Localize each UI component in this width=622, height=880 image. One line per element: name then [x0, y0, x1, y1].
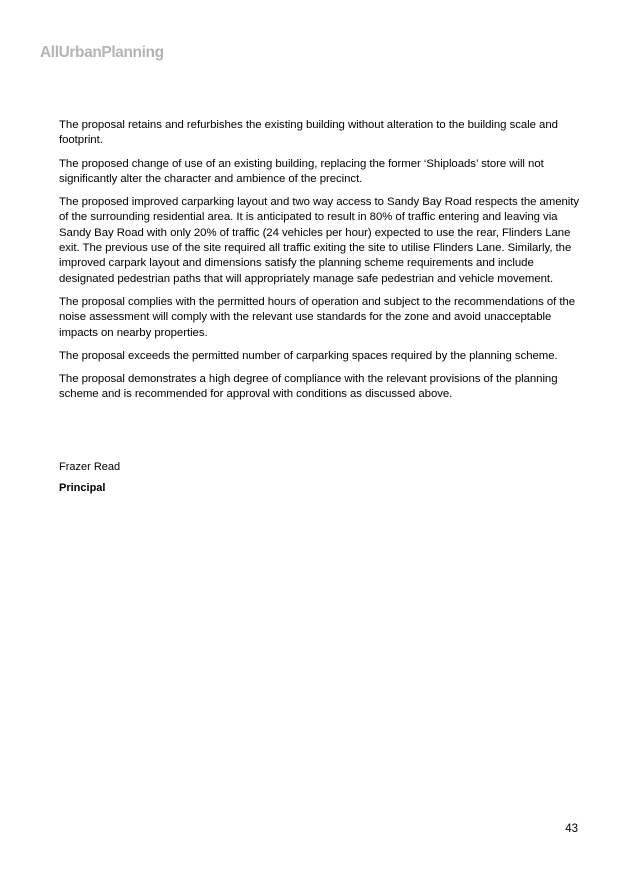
signatory-title: Principal — [59, 482, 106, 494]
paragraph: The proposed improved carparking layout and two way access to Sandy Bay Road respects the amenity of the surrounding residential area. It is anticipated to result in 80% of traffic entering and leaving via Sandy Bay Road with only 20% of traffic (24 vehicles per hour) expected to use the rear, Flinders Lane exit. The previous use of the site required all traffic exiting the site to utilise Flinders Lane. Similarly, the improved carpark layout and dimensions satisfy the planning scheme requirements and include designated pedestrian paths that will appropriately manage safe pedestrian and vehicle movement. — [59, 196, 580, 285]
document-body — [59, 118, 581, 411]
paragraph: The proposal complies with the permitted hours of operation and subject to the recommendations of the noise assessment will comply with the relevant use standards for the zone and avoid unacceptable impacts on nearby properties. — [59, 295, 576, 339]
paragraph: The proposal demonstrates a high degree of compliance with the relevant provisions of the planning scheme and is recommended for approval with conditions as discussed above. — [59, 373, 558, 401]
company-logo: AllUrbanPlanning — [40, 44, 164, 61]
paragraph: The proposal exceeds the permitted number of carparking spaces required by the planning scheme. — [59, 349, 558, 362]
page-number: 43 — [565, 823, 578, 835]
paragraph: The proposal retains and refurbishes the existing building without alteration to the building scale and footprint. — [59, 119, 558, 147]
signature-block — [59, 460, 359, 495]
paragraph: The proposed change of use of an existing building, replacing the former ‘Shiploads’ store will not significantly alter the character and ambience of the precinct. — [59, 157, 544, 185]
signatory-name: Frazer Read — [59, 461, 121, 473]
